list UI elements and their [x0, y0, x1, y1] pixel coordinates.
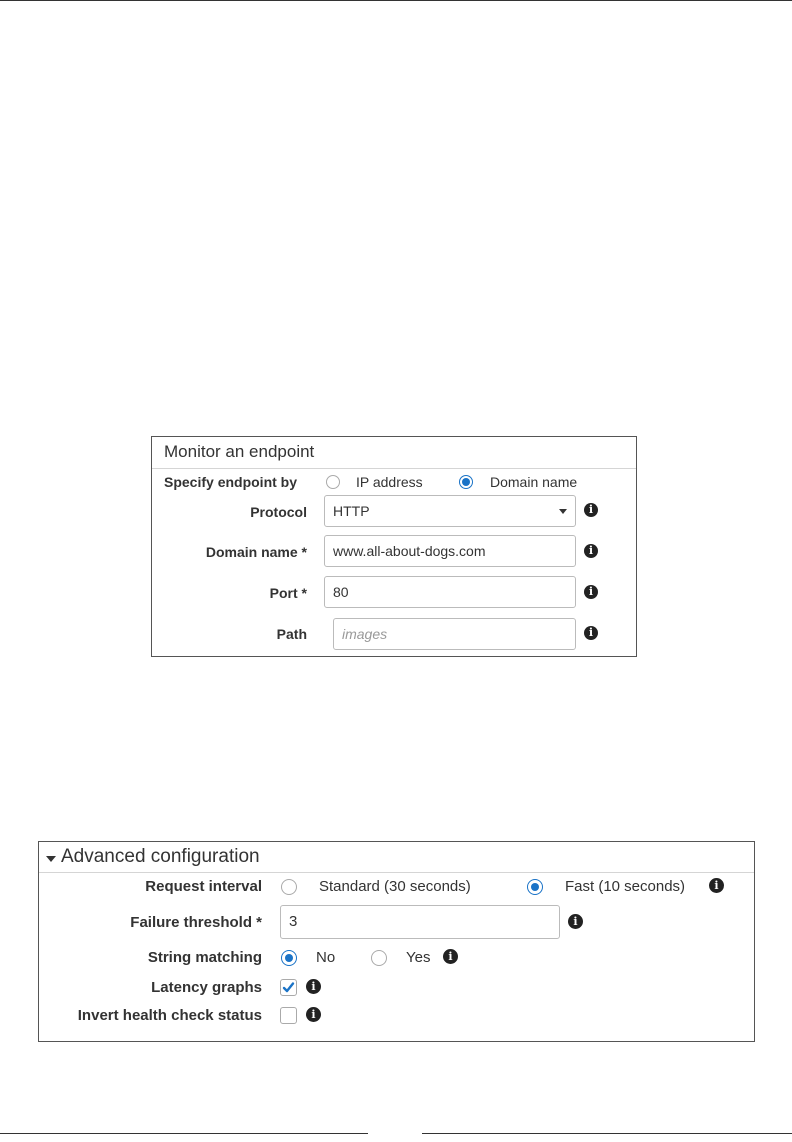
ip-address-radio[interactable] — [326, 475, 340, 489]
failure-threshold-label: Failure threshold * — [130, 914, 262, 931]
domain-name-radio-label[interactable]: Domain name — [490, 474, 578, 490]
string-matching-no-radio[interactable] — [281, 950, 297, 966]
string-matching-label: String matching — [147, 949, 262, 966]
monitor-endpoint-panel — [151, 436, 637, 657]
info-icon[interactable]: i — [568, 914, 583, 929]
ip-address-radio-label[interactable]: IP address — [356, 474, 423, 490]
request-interval-label: Request interval — [145, 878, 262, 895]
protocol-select[interactable] — [324, 495, 576, 527]
info-icon[interactable]: i — [709, 878, 724, 893]
fast-interval-label[interactable]: Fast (10 seconds) — [565, 878, 686, 895]
fast-interval-radio[interactable] — [527, 879, 543, 895]
caret-down-icon[interactable] — [46, 856, 56, 862]
page-bottom-rule-right — [422, 1133, 792, 1134]
path-label: Path — [276, 626, 307, 642]
port-label: Port * — [269, 585, 307, 601]
info-icon[interactable]: i — [584, 544, 598, 558]
page-bottom-rule-left — [0, 1133, 368, 1134]
info-icon[interactable]: i — [584, 585, 598, 599]
string-matching-yes-label[interactable]: Yes — [406, 949, 431, 966]
specify-endpoint-label: Specify endpoint by — [164, 474, 298, 490]
panel-title: Monitor an endpoint — [164, 442, 315, 461]
path-input[interactable]: images — [333, 618, 576, 650]
protocol-select-value: HTTP — [333, 503, 370, 519]
info-icon[interactable]: i — [584, 503, 598, 517]
failure-threshold-input[interactable]: 3 — [280, 905, 560, 939]
standard-interval-radio[interactable] — [281, 879, 297, 895]
info-icon[interactable]: i — [306, 979, 321, 994]
advanced-configuration-title[interactable]: Advanced configuration — [61, 846, 260, 867]
invert-health-check-label: Invert health check status — [77, 1007, 262, 1024]
chevron-down-icon — [559, 509, 567, 514]
info-icon[interactable]: i — [443, 949, 458, 964]
string-matching-no-label[interactable]: No — [316, 949, 336, 966]
advanced-configuration-panel — [38, 841, 755, 1042]
invert-health-check-checkbox[interactable] — [280, 1007, 297, 1024]
divider — [39, 872, 754, 873]
divider — [152, 468, 636, 469]
info-icon[interactable]: i — [306, 1007, 321, 1022]
domain-name-radio[interactable] — [459, 475, 473, 489]
latency-graphs-checkbox[interactable] — [280, 979, 297, 996]
standard-interval-label[interactable]: Standard (30 seconds) — [319, 878, 471, 895]
string-matching-yes-radio[interactable] — [371, 950, 387, 966]
domain-name-label: Domain name * — [205, 544, 307, 560]
info-icon[interactable]: i — [584, 626, 598, 640]
page-top-rule — [0, 0, 792, 1]
checkmark-icon — [282, 981, 295, 994]
latency-graphs-label: Latency graphs — [151, 979, 262, 996]
port-input[interactable]: 80 — [324, 576, 576, 608]
domain-name-input[interactable]: www.all-about-dogs.com — [324, 535, 576, 567]
protocol-label: Protocol — [250, 504, 307, 520]
